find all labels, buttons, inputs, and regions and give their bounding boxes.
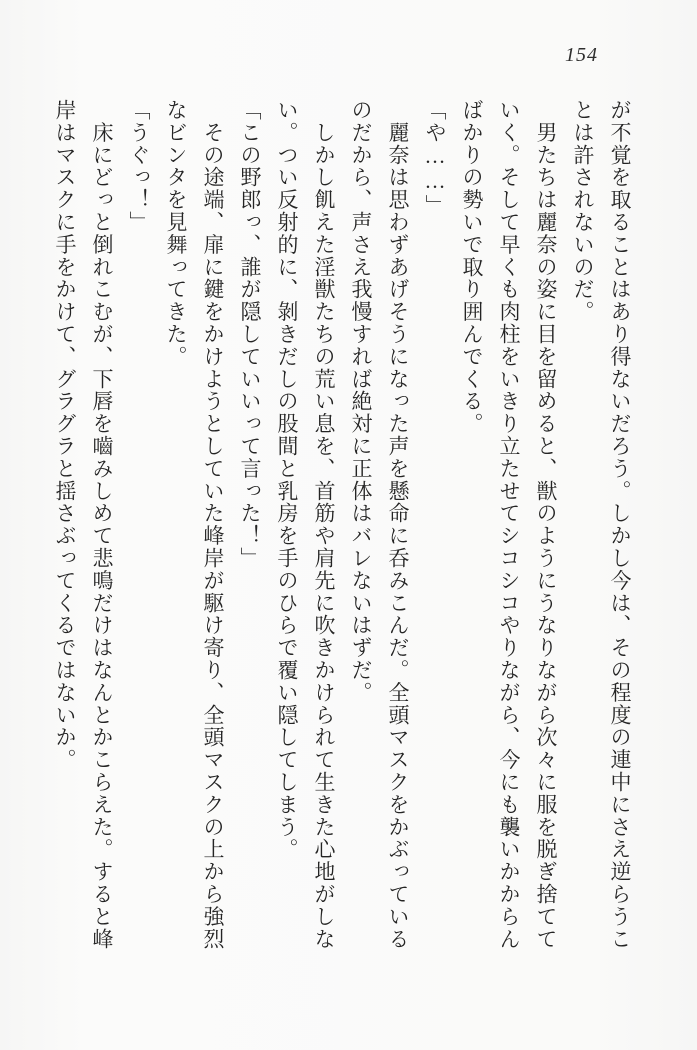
vertical-text-block (46, 99, 638, 955)
text-line: なビンタを見舞ってきた。 (164, 99, 188, 368)
text-line: 床にどっと倒れこむが、下唇を嚙みしめて悲鳴だけはなんとかこらえた。すると峰 (90, 99, 114, 951)
text-line-dialogue: 「うぐっ！」 (127, 99, 151, 234)
text-line: のだから、声さえ我慢すれば絶対に正体はバレないはずだ。 (349, 99, 373, 704)
text-line-dialogue: 「この野郎っ、誰が隠していいって言った！」 (238, 99, 262, 570)
text-line: が不覚を取ることはあり得ないだろう。しかし今は、その程度の連中にさえ逆らうこ (608, 99, 632, 951)
text-line: 麗奈は思わずあげそうになった声を懸命に呑みこんだ。全頭マスクをかぶっている (386, 99, 410, 951)
text-line: 岸はマスクに手をかけて、グラグラと揺さぶってくるではないか。 (53, 99, 77, 771)
text-line: とは許されないのだ。 (571, 99, 595, 323)
text-line: いく。そして早くも肉柱をいきり立たせてシコシコやりながら、今にも襲いかからん (497, 99, 521, 951)
text-line-dialogue: 「や……」 (423, 99, 447, 217)
text-line: い。つい反射的に、剝きだしの股間と乳房を手のひらで覆い隠してしまう。 (275, 99, 299, 861)
text-line: しかし飢えた淫獣たちの荒い息を、首筋や肩先に吹きかけられて生きた心地がしな (312, 99, 336, 951)
text-line: その途端、扉に鍵をかけようとしていた峰岸が駆け寄り、全頭マスクの上から強烈 (201, 99, 225, 951)
text-line: 男たちは麗奈の姿に目を留めると、獣のようにうなりながら次々に服を脱ぎ捨てて (534, 99, 558, 951)
text-line: ばかりの勢いで取り囲んでくる。 (460, 99, 484, 435)
page-number: 154 (565, 44, 598, 66)
